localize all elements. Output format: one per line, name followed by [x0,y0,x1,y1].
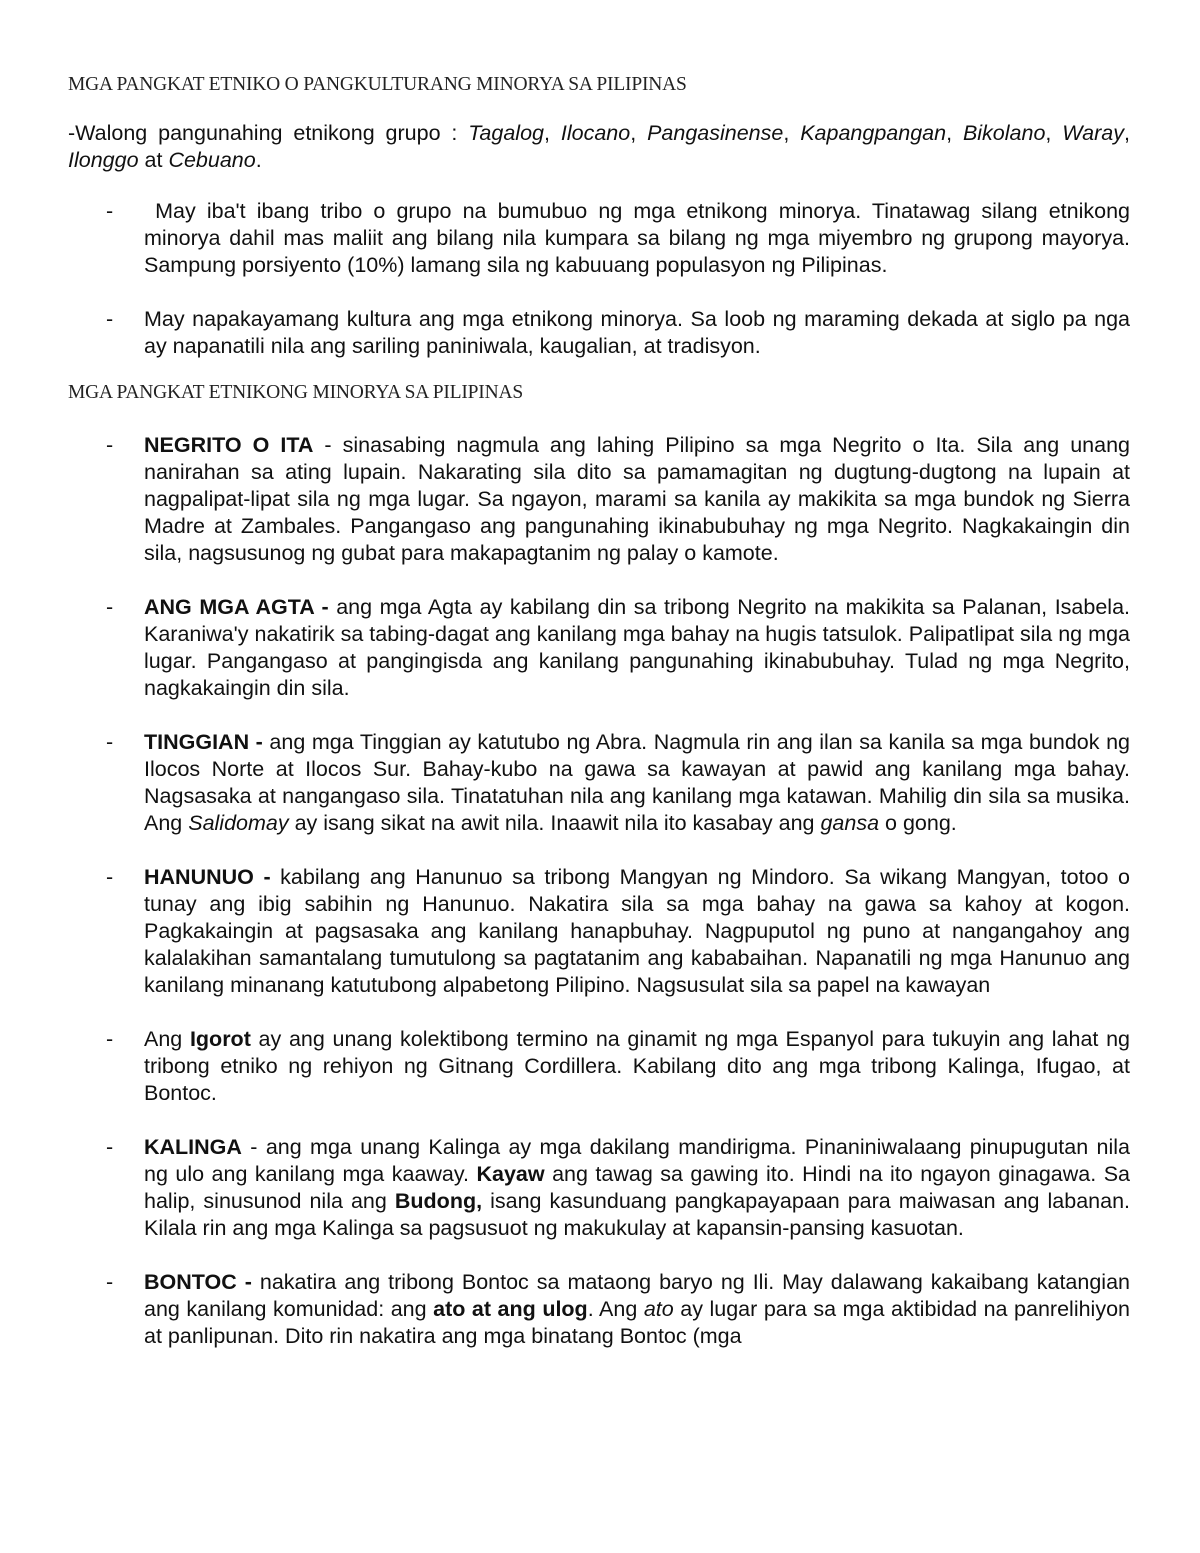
term-budong: Budong, [394,1189,483,1213]
bullet-dash: - [106,433,114,457]
bullet-dash: - [106,595,114,619]
group-description-end: o gong. [879,811,957,835]
bullet-dash: - [106,1270,114,1294]
group-item-hanunuo [68,864,1130,999]
group-description: - ang mga unang Kalinga ay mga dakilang mandirigma. Pinaniniwalaang pinupugutan nila ng ulo ang kanilang mga kaaway. [144,1135,1130,1186]
group-item-negrito [68,432,1130,567]
group-kapangpangan: Kapangpangan [800,121,947,145]
bullet-dash: - [106,199,114,223]
group-description: nakatira ang tribong Bontoc sa mataong baryo ng Ili. May dalawang kakaibang katangian ang kanilang komunidad: ang [144,1270,1130,1321]
group-description-cont: . Ang [587,1297,644,1321]
note-text: May iba't ibang tribo o grupo na bumubuo ng mga etnikong minorya. Tinatawag silang etnikong minorya dahil mas maliit ang bilang nila kumpara sa bilang ng mga miyembro ng grupong mayorya. Sampung porsiyento (10%) lamang sila ng kabuuang populasyon ng Pilipinas. [144,199,1136,277]
group-item-kalinga [68,1134,1130,1242]
group-name: TINGGIAN - [144,730,263,754]
group-name: NEGRITO O ITA [144,433,314,457]
group-item-igorot [68,1026,1130,1107]
group-description-cont: ang tawag sa gawing ito. Hindi na ito ngayon ginagawa. Sa halip, sinusunod nila ang [144,1162,1130,1213]
group-prefix: Ang [144,1027,190,1051]
group-description-end: isang kasunduang pangkapayapaan para maiwasan ang labanan. Kilala rin ang mga Kalinga sa pagsusuot ng makukulay at kapansin-pansing kasuotan. [144,1189,1131,1240]
section-heading: MGA PANGKAT ETNIKONG MINORYA SA PILIPINAS [68,382,523,403]
term-ato: ato [643,1297,674,1321]
note-item [68,306,1130,360]
ethnic-groups-list [68,432,1130,1350]
intro-lead: -Walong pangunahing etnikong grupo : [68,121,469,145]
instrument-name: gansa [820,811,880,835]
bullet-dash: - [106,1135,114,1159]
group-description: kabilang ang Hanunuo sa tribong Mangyan ng Mindoro. Sa wikang Mangyan, totoo o tunay ang ibig sabihin ng Hanunuo. Nakatira sila sa mga bahay na gawa sa kahoy at kogon. Pagkakaingin at pagsasaka ang kanilang hanapbuhay. Nagpuputol ng puno at nangangahoy ang kalalakihan samantalang tumutulong sa pagtatanim ang kababaihan. Napanatili ng mga Hanunuo ang kanilang minanang katutubong alpabetong Pilipino. Nagsusulat sila sa papel na kawayan [144,865,1130,997]
bullet-dash: - [106,1027,114,1051]
group-name: ANG MGA AGTA - [144,595,329,619]
note-item [68,198,1136,279]
document-page [68,72,1136,1350]
group-description: ang mga Agta ay kabilang din sa tribong Negrito na makikita sa Palanan, Isabela. Karaniwa'y nakatirik sa tabing-dagat ang kanilang mga bahay na hugis tatsulok. Palipatlipat sila ng mga lugar. Pangangaso at pangingisda ang kanilang pangunahing ikinabubuhay. Tulad ng mga Negrito, nagkakaingin din sila. [144,595,1130,700]
group-name: HANUNUO - [144,865,271,889]
notes-list [68,198,1136,360]
group-ilonggo: Ilonggo [68,148,139,172]
intro-end: . [255,148,262,172]
bullet-dash: - [106,307,114,331]
document-title: MGA PANGKAT ETNIKO O PANGKULTURANG MINORYA SA PILIPINAS [68,74,687,95]
intro-joiner: at [144,148,163,172]
group-description-cont: ay isang sikat na awit nila. Inaawit nila ito kasabay ang [288,811,821,835]
term-kayaw: Kayaw [476,1162,545,1186]
group-name: Igorot [189,1027,251,1051]
group-waray: Waray [1062,121,1125,145]
bullet-dash: - [106,865,114,889]
group-item-agta [68,594,1130,702]
group-description: - sinasabing nagmula ang lahing Pilipino sa mga Negrito o Ita. Sila ang unang nanirahan sa ating lupain. Nakarating sila dito sa pamamagitan ng dugtung-dugtong na lupain at nagpalipat-lipat sila ng mga lugar. Sa ngayon, marami sa kanila ay makikita sa mga bundok ng Sierra Madre at Zambales. Pangangaso ang pangunahing ikinabubuhay ng mga Negrito. Nagkakaingin din sila, nagsusunog ng gubat para makapagtanim ng palay o kamote. [144,433,1130,565]
group-description: ang mga Tinggian ay katutubo ng Abra. Nagmula rin ang ilan sa kanila sa mga bundok ng Ilocos Norte at Ilocos Sur. Bahay-kubo na gawa sa kawayan at pawid ang kanilang mga bahay. Nagsasaka at nangangaso sila. Tinatatuhan nila ang kanilang mga katawan. Mahilig din sila sa musika. Ang [144,730,1130,835]
group-ilocano: Ilocano [560,121,631,145]
group-name: KALINGA [144,1135,242,1159]
note-text: May napakayamang kultura ang mga etnikong minorya. Sa loob ng maraming dekada at siglo pa nga ay napanatili nila ang sariling paniniwala, kaugalian, at tradisyon. [144,307,1130,358]
group-tagalog: Tagalog [468,121,544,145]
intro-paragraph: -Walong pangunahing etnikong grupo : Tagalog, Ilocano, Pangasinense, Kapangpangan, Bikolano, Waray, Ilonggo at Cebuano. [68,121,1130,172]
term-ato-ulog: ato at ang ulog [433,1297,588,1321]
group-cebuano: Cebuano [168,148,256,172]
group-pangasinense: Pangasinense [647,121,784,145]
group-description-end: ay lugar para sa mga aktibidad na panrelihiyon at panlipunan. Dito rin nakatira ang mga binatang Bontoc (mga [144,1297,1130,1348]
group-item-bontoc [68,1269,1130,1350]
bullet-dash: - [106,730,114,754]
group-description: ay ang unang kolektibong termino na ginamit ng mga Espanyol para tukuyin ang lahat ng tribong etniko ng rehiyon ng Gitnang Cordillera. Kabilang dito ang mga tribong Kalinga, Ifugao, at Bontoc. [144,1027,1130,1105]
group-item-tinggian [68,729,1130,837]
group-name: BONTOC - [144,1270,252,1294]
song-name: Salidomay [188,811,289,835]
group-bikolano: Bikolano [962,121,1046,145]
